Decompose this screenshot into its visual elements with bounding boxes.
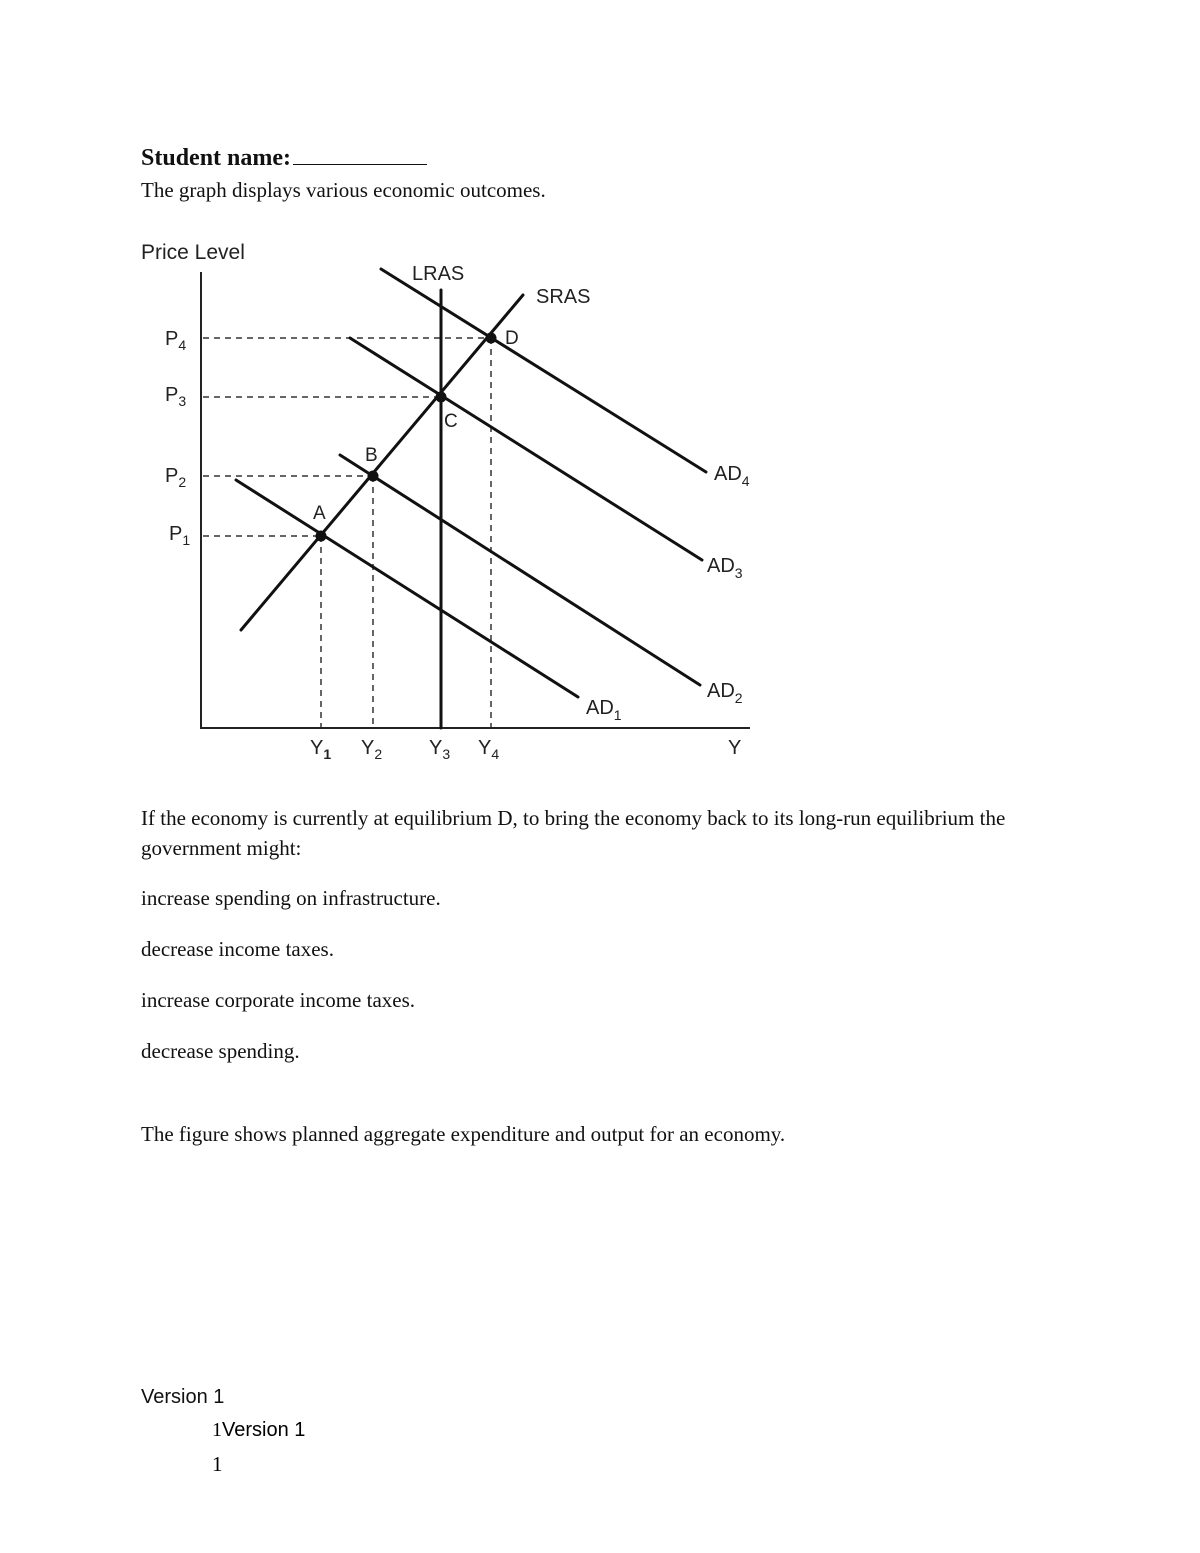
x-tick-y1: $Y_1$ <box>310 737 332 762</box>
option-1: increase spending on infrastructure. <box>141 886 441 910</box>
ad3-label: $AD_3$ <box>707 555 743 581</box>
y-tick-p4: $P_4$ <box>165 328 187 353</box>
x-tick-y2: $Y_2$ <box>361 737 383 762</box>
point-c <box>436 392 447 403</box>
point-d <box>486 333 497 344</box>
ad3-curve <box>350 338 702 560</box>
student-name-text: Student name: <box>141 145 292 171</box>
footer-page-number: 1 <box>212 1419 222 1441</box>
point-b <box>368 471 379 482</box>
ad4-label: $AD_4$ <box>714 463 750 489</box>
sras-curve <box>241 295 523 630</box>
footer-page-number-repeat: 1 <box>212 1452 223 1476</box>
point-label-c: C <box>444 411 458 432</box>
ad2-label: $AD_2$ <box>707 680 743 706</box>
x-axis-label: Y <box>728 737 742 759</box>
x-tick-y3: $Y_3$ <box>429 737 451 762</box>
footer-page-version <box>212 1419 305 1442</box>
option-4: decrease spending. <box>141 1039 300 1063</box>
lras-label: LRAS <box>412 263 465 285</box>
sras-label: SRAS <box>536 286 591 308</box>
point-a <box>316 531 327 542</box>
x-tick-y4: $Y_4$ <box>478 737 500 762</box>
y-tick-p2: $P_2$ <box>165 465 187 490</box>
y-axis-label: Price Level <box>141 241 245 264</box>
option-2: decrease income taxes. <box>141 937 334 961</box>
point-label-b: B <box>365 445 378 466</box>
point-label-d: D <box>505 328 519 349</box>
question-text: If the economy is currently at equilibrium D, to bring the economy back to its long-run equilibrium the government might: <box>141 806 1006 860</box>
footer-version-repeat: Version 1 <box>222 1419 306 1441</box>
ad1-curve <box>236 480 578 697</box>
ad1-label: $AD_1$ <box>586 697 622 723</box>
next-question-intro: The figure shows planned aggregate expenditure and output for an economy. <box>141 1122 786 1146</box>
intro-text: The graph displays various economic outcomes. <box>141 178 546 202</box>
y-tick-p1: $P_1$ <box>169 523 191 548</box>
ad2-curve <box>340 455 700 685</box>
option-3: increase corporate income taxes. <box>141 988 416 1012</box>
footer-version: Version 1 <box>141 1386 225 1408</box>
y-tick-p3: $P_3$ <box>165 384 187 409</box>
point-label-a: A <box>313 503 326 524</box>
